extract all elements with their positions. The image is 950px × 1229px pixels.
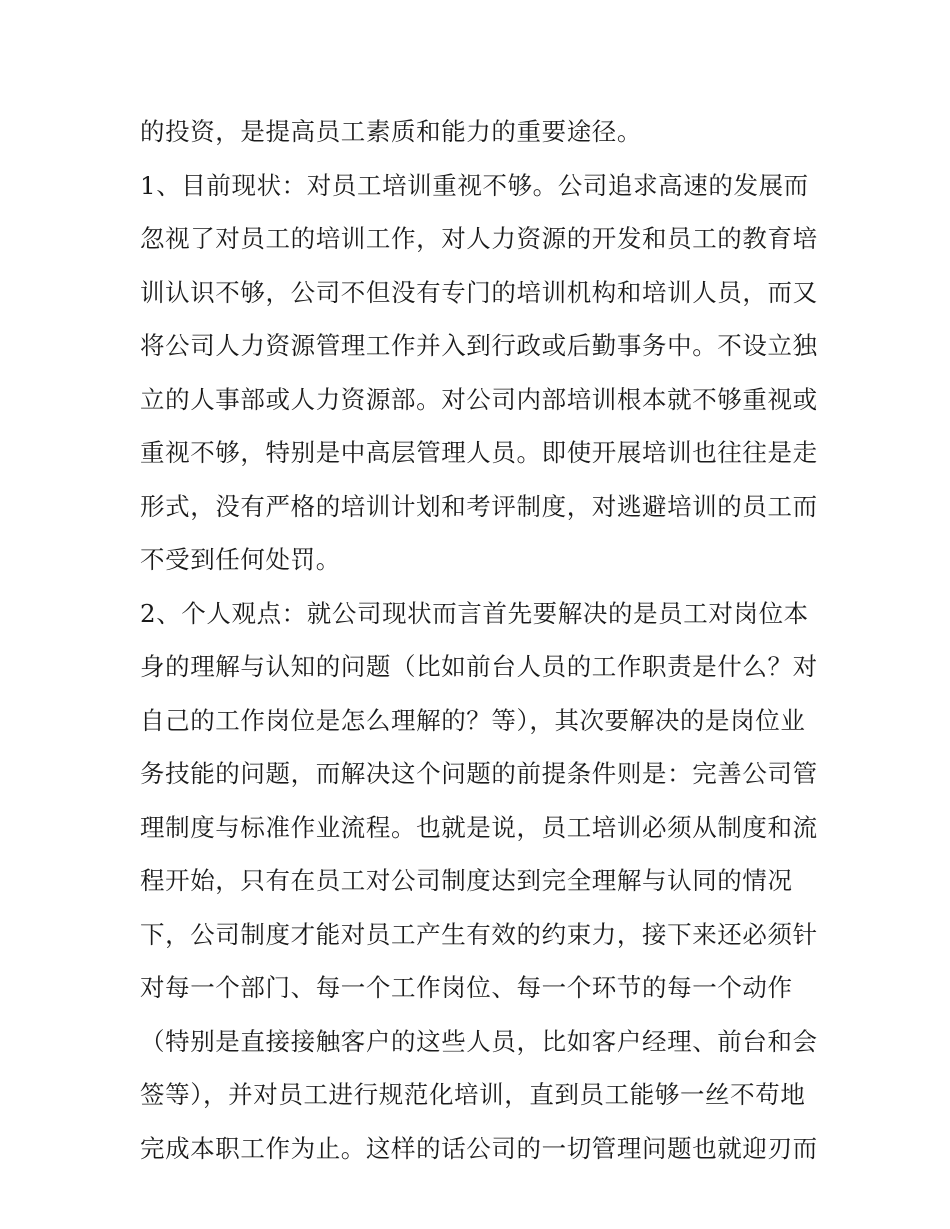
body-text xyxy=(140,105,820,1175)
text-line: 完成本职工作为止。这样的话公司的一切管理问题也就迎刃而 xyxy=(140,1133,818,1163)
text-line: 立的人事部或人力资源部。对公司内部培训根本就不够重视或 xyxy=(140,384,818,414)
text-line: 形式，没有严格的培训计划和考评制度，对逃避培训的员工而 xyxy=(140,491,818,521)
text-line: 1、目前现状：对员工培训重视不够。公司追求高速的发展而 xyxy=(140,170,809,200)
text-line: 对每一个部门、每一个工作岗位、每一个环节的每一个动作 xyxy=(140,973,793,1002)
text-line: 重视不够，特别是中高层管理人员。即使开展培训也往往是走 xyxy=(140,438,818,467)
text-line: 务技能的问题，而解决这个问题的前提条件则是：完善公司管 xyxy=(140,759,818,788)
text-line: 2、个人观点：就公司现状而言首先要解决的是员工对岗位本 xyxy=(140,598,809,628)
text-line: 理制度与标准作业流程。也就是说，员工培训必须从制度和流 xyxy=(140,812,818,842)
text-line: 自己的工作岗位是怎么理解的？等），其次要解决的是岗位业 xyxy=(140,705,806,735)
text-line: 将公司人力资源管理工作并入到行政或后勤事务中。不设立独 xyxy=(140,331,818,360)
text-line: 身的理解与认知的问题（比如前台人员的工作职责是什么？对 xyxy=(140,652,818,681)
text-line: 程开始，只有在员工对公司制度达到完全理解与认同的情况 xyxy=(140,866,793,895)
text-line: 训认识不够，公司不但没有专门的培训机构和培训人员，而又 xyxy=(140,277,818,307)
text-line: 的投资，是提高员工素质和能力的重要途径。 xyxy=(140,117,642,146)
text-line: 签等），并对员工进行规范化培训，直到员工能够一丝不苟地 xyxy=(140,1080,806,1109)
text-line: （特别是直接接触客户的这些人员，比如客户经理、前台和会 xyxy=(140,1026,818,1056)
text-line: 不受到任何处罚。 xyxy=(140,545,341,574)
text-line: 忽视了对员工的培训工作，对人力资源的开发和员工的教育培 xyxy=(140,224,818,253)
text-line: 下，公司制度才能对员工产生有效的约束力，接下来还必须针 xyxy=(140,919,818,949)
